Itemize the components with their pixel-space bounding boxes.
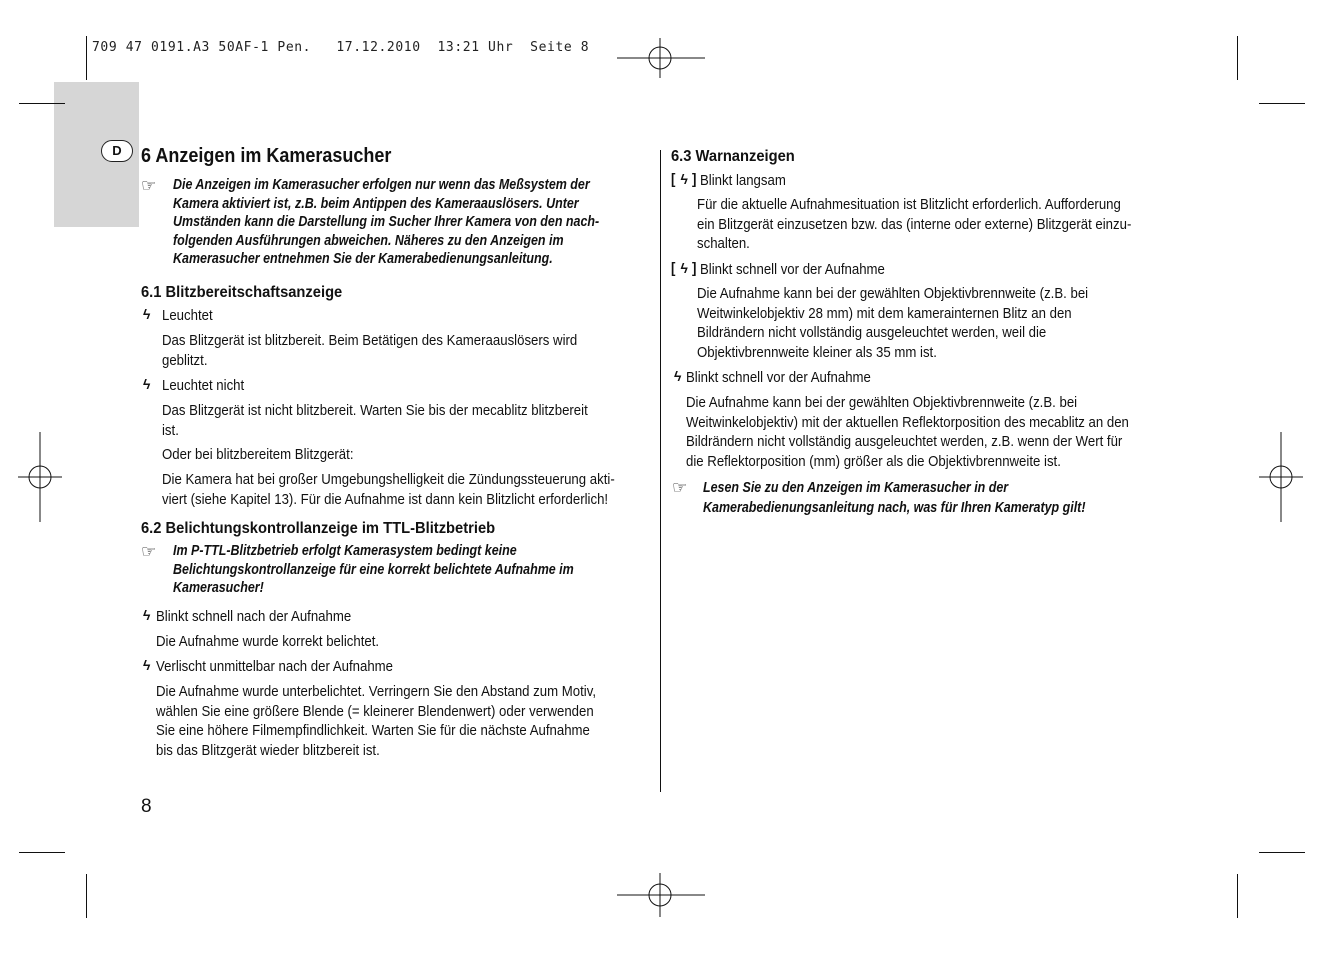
text-line: folgenden Ausführungen abweichen. Näheres zu den Anzeigen im [173, 232, 564, 249]
flash-bolt-icon: ϟ [680, 260, 688, 276]
crop-mark-tr-h [1259, 103, 1305, 104]
section-title: 6 Anzeigen im Kamerasucher [141, 145, 392, 167]
language-badge: D [101, 140, 133, 162]
heading-6-1: 6.1 Blitzbereitschaftsanzeige [141, 284, 343, 301]
text-line: Lesen Sie zu den Anzeigen im Kamerasucher in der [703, 480, 1009, 496]
item-label: Blinkt schnell nach der Aufnahme [156, 608, 352, 625]
crop-mark-tl-h [19, 103, 65, 104]
bracket-close: ] [692, 260, 697, 277]
crop-mark-tl-v [86, 36, 87, 80]
text-line: wählen Sie eine größere Blende (= kleinerer Blendenwert) oder verwenden [156, 702, 594, 720]
crop-mark-br-h [1259, 852, 1305, 853]
item-description: Die Aufnahme wurde korrekt belichtet. [156, 633, 380, 650]
bracket-open: [ [671, 260, 676, 277]
bracket-open: [ [671, 171, 676, 188]
text-line: Das Blitzgerät ist nicht blitzbereit. Warten Sie bis der mecablitz blitzbereit [162, 402, 588, 419]
print-header: 709 47 0191.A3 50AF-1 Pen. 17.12.2010 13:21 Uhr Seite 8 [92, 40, 590, 55]
text-line: Kamera aktiviert ist, z.B. beim Antippen des Kameraauslösers. Unter [173, 195, 579, 212]
flash-bolt-icon: ϟ [143, 607, 151, 623]
bracket-close: ] [692, 171, 697, 188]
text-line: Das Blitzgerät ist blitzbereit. Beim Betätigen des Kameraauslösers wird [162, 332, 578, 349]
item-description [162, 401, 646, 440]
ttl-note [173, 542, 639, 598]
flash-bolt-icon: ϟ [143, 657, 151, 673]
item-description [686, 393, 1189, 471]
page-number: 8 [141, 796, 152, 817]
text-line: Bildrändern nicht vollständig ausgeleuchtet werden, z.B. wenn der Wert für [686, 433, 1123, 450]
closing-note [703, 478, 1148, 518]
text-line: Im P-TTL-Blitzbetrieb erfolgt Kamerasystem bedingt keine [173, 543, 517, 559]
item-label: Verlischt unmittelbar nach der Aufnahme [156, 658, 394, 675]
item-label: Blinkt schnell vor der Aufnahme [700, 261, 885, 278]
item-description [162, 470, 676, 509]
text-line: Umständen kann die Darstellung im Sucher Ihrer Kamera von den nach- [173, 214, 600, 230]
crop-mark-br-v [1237, 874, 1238, 918]
text-line: Die Anzeigen im Kamerasucher erfolgen nur wenn das Meßsystem der [173, 177, 590, 193]
item-label: Leuchtet [162, 307, 213, 324]
item-label: Blinkt schnell vor der Aufnahme [686, 369, 871, 386]
warning-item-fast [671, 259, 697, 279]
text-line: Die Kamera hat bei großer Umgebungshelligkeit die Zündungssteuerung akti- [162, 471, 615, 488]
pointing-hand-icon: ☞ [141, 542, 157, 561]
text-line: bis das Blitzgerät wieder blitzbereit ist. [156, 741, 380, 759]
registration-mark-top [617, 38, 705, 78]
warning-item-slow [671, 170, 697, 190]
text-line: schalten. [697, 235, 750, 252]
text-line: Die Aufnahme kann bei der gewählten Objektivbrennweite (z.B. bei [697, 285, 1089, 302]
item-description [162, 331, 634, 370]
text-line: ist. [162, 421, 179, 439]
text-line: Weitwinkelobjektiv 28 mm) mit dem kamerainternen Blitz an den [697, 304, 1072, 322]
crop-mark-bl-v [86, 874, 87, 918]
registration-mark-right [1259, 432, 1303, 522]
text-line: Kamerasucher! [173, 580, 264, 596]
text-line: Die Aufnahme kann bei der gewählten Objektivbrennweite (z.B. bei [686, 394, 1078, 411]
flash-bolt-icon: ϟ [674, 368, 682, 384]
item-description: Oder bei blitzbereitem Blitzgerät: [162, 446, 354, 463]
item-label: Leuchtet nicht [162, 377, 245, 394]
crop-mark-bl-h [19, 852, 65, 853]
flash-bolt-icon: ϟ [680, 171, 688, 187]
text-line: ein Blitzgerät einzusetzen bzw. das (interne oder externe) Blitzgerät einzu- [697, 215, 1132, 233]
flash-bolt-icon: ϟ [143, 376, 151, 392]
text-line: Objektivbrennweite kleiner als 35 mm ist. [697, 343, 937, 361]
text-line: die Reflektorposition (mm) größer als die Objektivbrennweite ist. [686, 452, 1061, 470]
item-label: Blinkt langsam [700, 172, 786, 189]
text-line: Kamerasucher entnehmen Sie der Kamerabedienungsanleitung. [173, 251, 553, 267]
item-description [697, 195, 1191, 254]
text-line: Bildrändern nicht vollständig ausgeleuchtet werden, weil die [697, 324, 1047, 341]
text-line: Sie eine höhere Filmempfindlichkeit. Warten Sie für die nächste Aufnahme [156, 722, 590, 739]
text-line: Die Aufnahme wurde unterbelichtet. Verringern Sie den Abstand zum Motiv, [156, 683, 597, 700]
item-description [697, 284, 1141, 362]
intro-note [173, 176, 669, 269]
registration-mark-bottom [617, 873, 705, 917]
text-line: viert (siehe Kapitel 13). Für die Aufnahme ist dann kein Blitzlicht erforderlich! [162, 490, 609, 508]
item-description [156, 682, 656, 760]
text-line: Belichtungskontrollanzeige für eine korrekt belichtete Aufnahme im [173, 561, 574, 578]
heading-6-3: 6.3 Warnanzeigen [671, 148, 795, 165]
text-line: Für die aktuelle Aufnahmesituation ist Blitzlicht erforderlich. Aufforderung [697, 196, 1121, 213]
text-line: Weitwinkelobjektiv) mit der aktuellen Reflektorposition des mecablitz an den [686, 413, 1129, 431]
heading-6-2: 6.2 Belichtungskontrollanzeige im TTL-Blitzbetrieb [141, 520, 496, 537]
flash-bolt-icon: ϟ [143, 306, 151, 322]
text-line: geblitzt. [162, 351, 208, 369]
crop-mark-tr-v [1237, 36, 1238, 80]
pointing-hand-icon: ☞ [141, 176, 157, 195]
pointing-hand-icon: ☞ [672, 478, 688, 497]
text-line: Kamerabedienungsanleitung nach, was für Ihren Kameratyp gilt! [703, 500, 1086, 516]
registration-mark-left [18, 432, 62, 522]
